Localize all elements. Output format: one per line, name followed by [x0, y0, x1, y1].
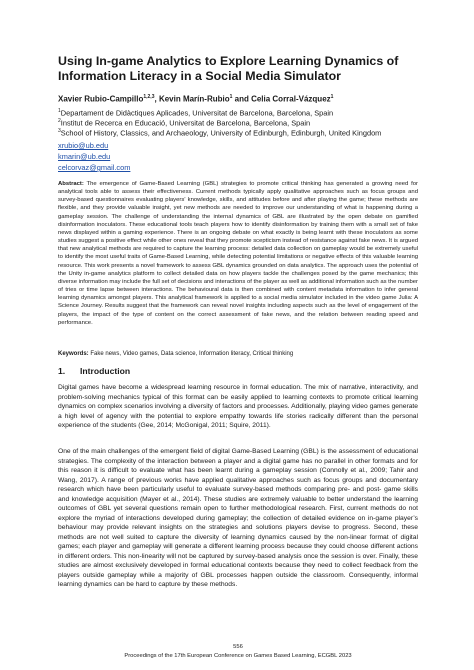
author-separator: , — [154, 94, 159, 104]
author-affiliation-marker: 1 — [229, 94, 233, 100]
proceedings-footer: Proceedings of the 17th European Conference on Games Based Learning, ECGBL 2023 — [124, 653, 352, 659]
affiliation-text: Institut de Recerca en Educació, Universitat de Barcelona, Barcelona, Spain — [60, 118, 311, 128]
affiliation-text: School of History, Classics, and Archaeology, University of Edinburgh, Edinburgh, United Kingdom — [60, 128, 382, 138]
author-affiliation-marker: 1 — [330, 94, 334, 100]
abstract-text: The emergence of Game-Based Learning (GBL) strategies to promote critical thinking has generated a growing need for analytical tools able to assess their effectiveness. Current methods typically apply qualitative approaches such as focus groups and survey-based questionnaires evaluating players’ knowledge, skills, and attitudes before and after playing the game; these methods are flexible, and they provide valuable insight, yet new methods are needed to improve our understanding of what is happening during a gameplay session. The challenge of understanding the internal dynamics of GBL are illustrated by the open debate on gamified disinformation inoculators. These educational tools teach players how to identify disinformation by training them with a small set of fake news displayed within a gaming experience. There is an ongoing debate on what exactly is being learnt with these inoculators as some studies suggest a positive effect while other ones reveal that they promote scepticism instead of resistance against fake news. It is argued that new analytical methods are required to capture the learning process: detailed data collection on gameplay would be extremely useful to identify the most useful traits of Game-Based Learning, while detecting potential limitations or negative effects of this valuable learning resource. This work presents a novel framework to assess GBL dynamics grounded on data analytics. The approach uses the potential of the Unity in-game analytics platform to collect detailed data on how players tackle the challenges posed by the game mechanics; this diverse information may include the full set of decisions and interactions of the player as well as additional information such as the number of tries or time lapse between interactions. The behavioural data is then combined with content metadata information to infer general learning dynamics amongst players. This analytical framework is applied to a social media simulator included in the video game Julia: A Science Journey. Results suggest that the framework can reveal novel insights including aspects such as the level of engagement of the players, the impact of the type of content on the correct assessment of fake news, and the relation between reading speed and performance. — [58, 181, 418, 326]
email-link[interactable]: celcorvaz@gmail.com — [58, 163, 131, 172]
author-affiliation-marker: 1,2,3 — [143, 94, 155, 100]
section-number: 1. — [58, 366, 66, 376]
paper-title: Using In-game Analytics to Explore Learning Dynamics of Information Literacy in a Social Media Simulator — [58, 54, 399, 83]
keywords-label: Keywords: — [58, 351, 89, 357]
author-name: Kevin Marín-Rubio — [158, 94, 230, 104]
affiliation-marker: 1 — [58, 108, 61, 114]
affiliation-text: Departament de Didàctiques Aplicades, Universitat de Barcelona, Barcelona, Spain — [60, 108, 334, 118]
keywords-text: Fake news, Video games, Data science, Information literacy, Critical thinking — [88, 351, 294, 357]
page-number: 556 — [233, 644, 243, 650]
author-list — [58, 92, 418, 105]
author-name: Celia Corral-Vázquez — [251, 94, 331, 104]
affiliation-marker: 3 — [58, 128, 61, 134]
keywords — [58, 350, 418, 358]
email-link[interactable]: kmarin@ub.edu — [58, 152, 111, 161]
abstract — [58, 180, 418, 327]
affiliation — [58, 126, 418, 138]
section-heading — [58, 366, 130, 376]
author-name: Xavier Rubio-Campillo — [58, 94, 144, 104]
section-title: Introduction — [80, 366, 131, 376]
author-separator: and — [232, 94, 252, 104]
email-link[interactable]: xrubio@ub.edu — [58, 141, 109, 150]
body-paragraph: One of the main challenges of the emergent field of digital Game-Based Learning (GBL) is the assessment of educational strategies. The complexity of the interaction between a player and a digital game has no parallel in other formats and for this reason it is difficult to evaluate what has been learnt during a gameplay session (Connolly et al., 2009; Tahir and Wang, 2017). A range of previous works have applied qualitative approaches such as focus groups and documentary research which have been particularly useful to evaluate survey-based methods comparing pre- and post- game skills and knowledge acquisition (Mayer et al., 2014). These studies are extremely valuable to better understand the learning outcomes of GBL yet several questions remain open to further methodological research. First, current methods do not explore the myriad of interactions developed during gameplay; the collection of detailed evidence on in-game player’s behaviour may provide relevant insights on the strategies and solutions players devise to progress. Second, these methods are not well suited to capture the diversity of learning dynamics caused by the non-linear format of digital games; each player and gameplay will generate a different learning process because they could choose different actions in different orders. This non-linearity will not be captured by survey-based analysis once the session is over. Finally, these studies are almost exclusively developed in formal educational contexts because they need to collect feedback from the players outside gameplay while a majority of GBL processes happen outside the classroom. Consequently, informal learning dynamics can be hard to capture by these methods. — [58, 448, 418, 588]
body-paragraph: Digital games have become a widespread learning resource in formal education. The mix of narrative, interactivity, and problem-solving mechanics typical of this format can be easily applied to learning contexts to promote critical learning dynamics on complex scenarios involving a diversity of factors and processes. Additionally, playing video games generate a high level of agency with the potential to explore empathy towards life stories radically different than the personal experience of the students (Gee, 2014; McGonigal, 2011; Squire, 2011). — [58, 384, 418, 429]
affiliation-marker: 2 — [58, 118, 61, 124]
abstract-label: Abstract: — [58, 181, 84, 187]
